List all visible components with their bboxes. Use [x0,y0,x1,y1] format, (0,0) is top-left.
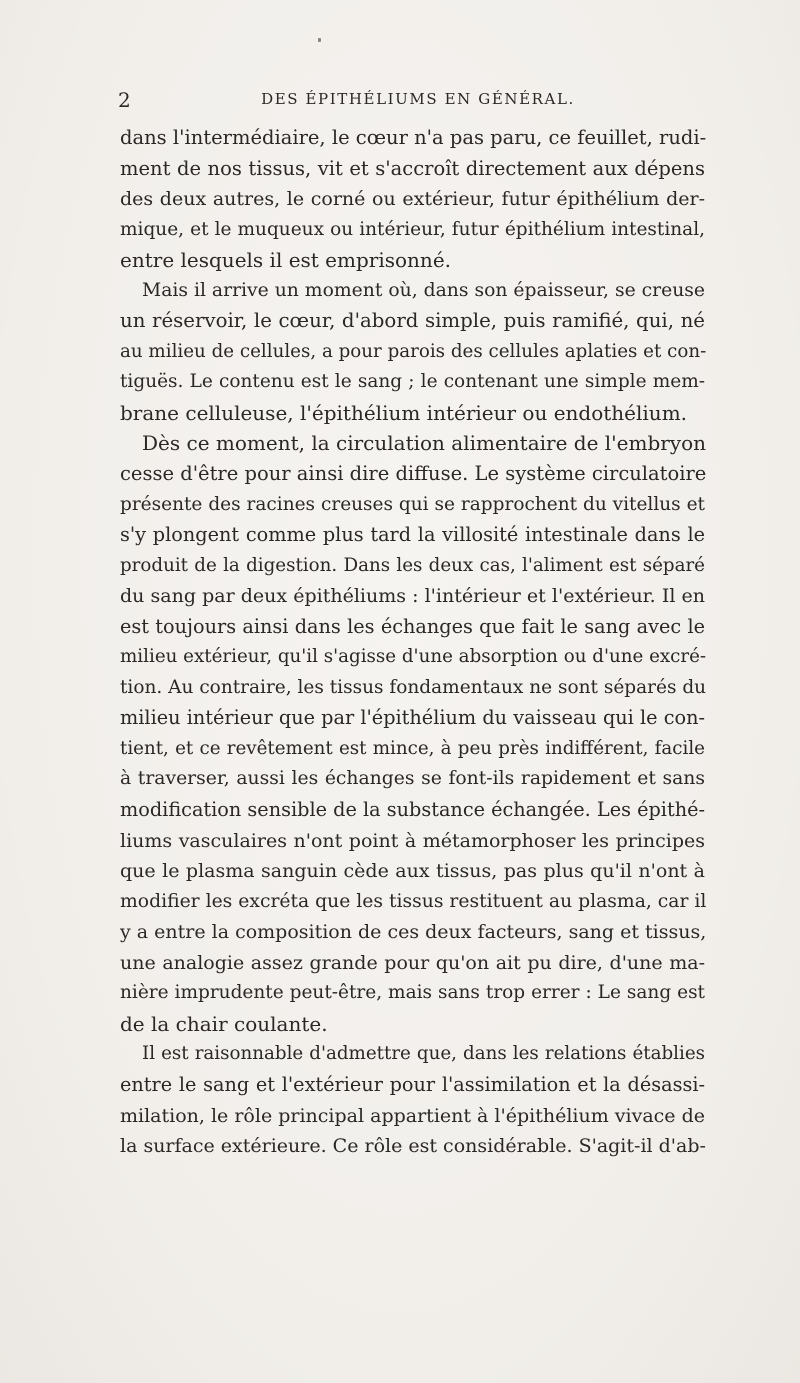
text-line: cesse d'être pour ainsi dire diffuse. Le système circulatoire [120,462,707,486]
text-line: tient, et ce revêtement est mince, à peu près indifférent, facile [120,737,705,759]
text-line: liums vasculaires n'ont point à métamorphoser les principes [120,829,705,852]
text-line: présente des racines creuses qui se rapprochent du vitellus et [120,493,705,515]
page-number: 2 [118,88,132,112]
running-head: DES ÉPITHÉLIUMS EN GÉNÉRAL. [261,90,575,108]
text-line: une analogie assez grande pour qu'on ait pu dire, d'une ma- [120,951,705,974]
text-line: milieu extérieur, qu'il s'agisse d'une absorption ou d'une excré- [120,646,707,668]
text-line: modifier les excréta que les tissus restituent au plasma, car il [120,890,707,912]
text-line: s'y plongent comme plus tard la villosité intestinale dans le [120,523,705,547]
body-text [120,123,705,1162]
ink-speck [318,38,321,42]
text-line: tiguës. Le contenu est le sang ; le contenant une simple mem- [120,371,705,393]
text-line: de la chair coulante. [120,1011,328,1036]
text-line: à traverser, aussi les échanges se font-ils rapidement et sans [120,768,705,790]
text-line: nière imprudente peut-être, mais sans trop errer : Le sang est [120,982,705,1004]
text-line: entre lesquels il est emprisonné. [120,248,452,273]
text-line: produit de la digestion. Dans les deux cas, l'aliment est séparé [120,554,705,576]
text-line: que le plasma sanguin cède aux tissus, pas plus qu'il n'ont à [120,860,705,883]
text-line: mique, et le muqueux ou intérieur, futur épithélium intestinal, [120,218,705,240]
page-header [118,88,718,114]
text-line: la surface extérieure. Ce rôle est considérable. S'agit-il d'ab- [120,1135,706,1158]
text-line: tion. Au contraire, les tissus fondamentaux ne sont séparés du [120,676,707,698]
text-line: est toujours ainsi dans les échanges que fait le sang avec le [120,614,705,638]
text-line: modification sensible de la substance échangée. Les épithé- [120,798,705,822]
text-line: Mais il arrive un moment où, dans son épaisseur, se creuse [142,279,705,301]
text-line: au milieu de cellules, a pour parois des cellules aplaties et con- [120,340,707,362]
text-line: milation, le rôle principal appartient à l'épithélium vivace de [120,1104,705,1127]
text-line: milieu intérieur que par l'épithélium du vaisseau qui le con- [120,706,705,730]
text-line: un réservoir, le cœur, d'abord simple, puis ramifié, qui, né [120,309,705,333]
text-line: brane celluleuse, l'épithélium intérieur ou endothélium. [120,400,688,425]
text-line: Dès ce moment, la circulation alimentaire de l'embryon [142,431,707,456]
text-line: des deux autres, le corné ou extérieur, futur épithélium der- [120,188,705,211]
text-line: y a entre la composition de ces deux facteurs, sang et tissus, [120,921,707,944]
text-line: ment de nos tissus, vit et s'accroît directement aux dépens [120,156,705,180]
text-line: du sang par deux épithéliums : l'intérieur et l'extérieur. Il en [120,585,705,608]
text-line: entre le sang et l'extérieur pour l'assimilation et la désassi- [120,1072,705,1096]
text-line: dans l'intermédiaire, le cœur n'a pas paru, ce feuillet, rudi- [120,126,707,149]
text-line: Il est raisonnable d'admettre que, dans les relations établies [142,1043,705,1065]
